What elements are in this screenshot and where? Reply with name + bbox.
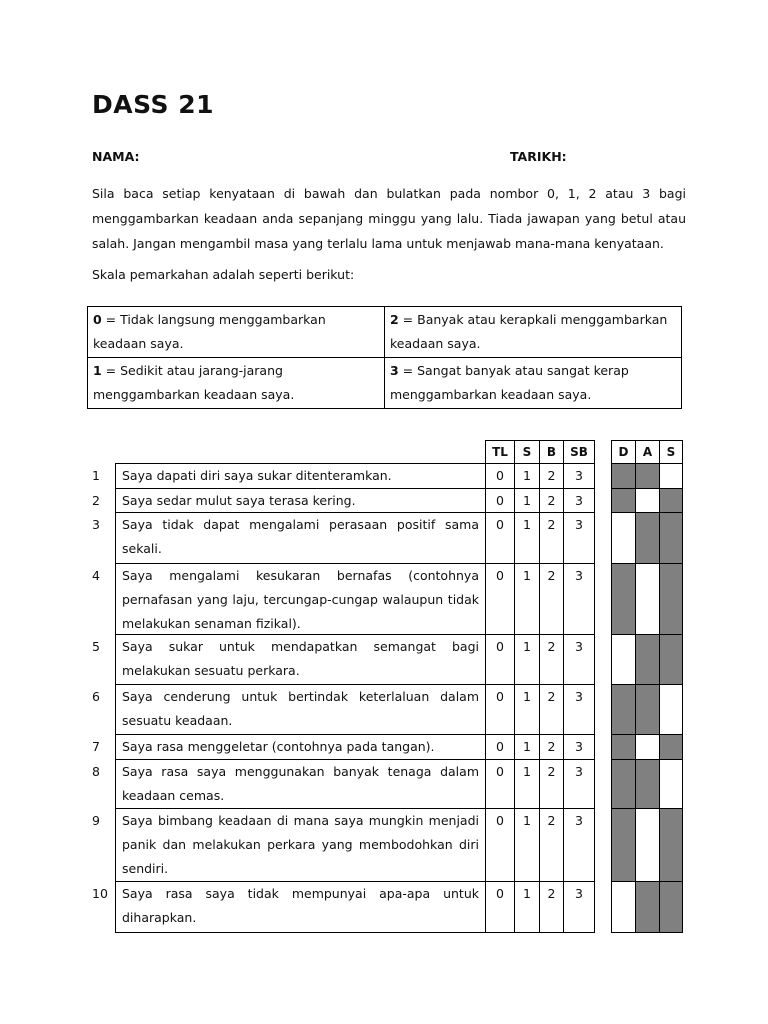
response-header-b: B [539,440,564,464]
response-option-3[interactable]: 3 [563,634,595,685]
item-statement: Saya mengalami kesukaran bernafas (contohnya pernafasan yang laju, tercungap-cungap walaupun tidak melakukan senaman fizikal). [115,563,486,635]
item-number: 5 [92,639,100,654]
response-header-s: S [514,440,540,464]
scale-number: 3 [390,363,399,378]
tarikh-label: TARIKH: [510,149,567,164]
subscale-cell-d-blank [611,512,636,564]
response-option-2[interactable]: 2 [539,808,564,882]
subscale-cell-a-shaded [635,881,660,933]
scale-legend-table [87,306,682,409]
response-option-1[interactable]: 1 [514,563,540,635]
item-number: 2 [92,493,100,508]
response-option-1[interactable]: 1 [514,512,540,564]
response-option-3[interactable]: 3 [563,563,595,635]
subscale-header-d: D [611,440,636,464]
item-number: 10 [92,886,108,901]
response-option-1[interactable]: 1 [514,881,540,933]
subscale-cell-d-blank [611,881,636,933]
response-option-2[interactable]: 2 [539,634,564,685]
item-statement: Saya tidak dapat mengalami perasaan positif sama sekali. [115,512,486,564]
response-option-2[interactable]: 2 [539,734,564,760]
response-option-0[interactable]: 0 [485,563,515,635]
item-statement: Saya sukar untuk mendapatkan semangat bagi melakukan sesuatu perkara. [115,634,486,685]
response-option-3[interactable]: 3 [563,808,595,882]
response-option-3[interactable]: 3 [563,734,595,760]
subscale-cell-d-shaded [611,808,636,882]
item-number: 7 [92,739,100,754]
response-option-0[interactable]: 0 [485,634,515,685]
scale-description: = Tidak langsung menggambarkan keadaan saya. [93,312,326,351]
nama-label: NAMA: [92,149,140,164]
response-option-2[interactable]: 2 [539,684,564,735]
response-option-0[interactable]: 0 [485,759,515,809]
subscale-cell-s-blank [659,463,683,489]
response-option-0[interactable]: 0 [485,881,515,933]
subscale-header-s: S [659,440,683,464]
scale-description: = Sangat banyak atau sangat kerap menggambarkan keadaan saya. [390,363,629,402]
subscale-cell-s-shaded [659,488,683,513]
subscale-cell-a-shaded [635,512,660,564]
item-statement: Saya sedar mulut saya terasa kering. [115,488,486,513]
item-statement: Saya rasa saya tidak mempunyai apa-apa untuk diharapkan. [115,881,486,933]
response-option-0[interactable]: 0 [485,488,515,513]
scale-legend-cell [385,307,682,358]
response-option-3[interactable]: 3 [563,759,595,809]
item-number: 6 [92,689,100,704]
subscale-cell-s-shaded [659,808,683,882]
scale-legend-cell [88,307,385,358]
scale-legend-cell [385,358,682,409]
subscale-header-a: A [635,440,660,464]
response-option-2[interactable]: 2 [539,512,564,564]
response-option-1[interactable]: 1 [514,734,540,760]
response-option-2[interactable]: 2 [539,488,564,513]
subscale-cell-a-blank [635,488,660,513]
response-option-0[interactable]: 0 [485,734,515,760]
item-statement: Saya rasa saya menggunakan banyak tenaga dalam keadaan cemas. [115,759,486,809]
scale-description: = Sedikit atau jarang-jarang menggambarkan keadaan saya. [93,363,295,402]
subscale-cell-a-shaded [635,634,660,685]
scale-description: = Banyak atau kerapkali menggambarkan keadaan saya. [390,312,668,351]
response-option-2[interactable]: 2 [539,759,564,809]
response-option-1[interactable]: 1 [514,808,540,882]
response-option-1[interactable]: 1 [514,634,540,685]
subscale-cell-a-shaded [635,463,660,489]
response-option-2[interactable]: 2 [539,881,564,933]
item-statement: Saya bimbang keadaan di mana saya mungkin menjadi panik dan melakukan perkara yang membodohkan diri sendiri. [115,808,486,882]
subscale-cell-d-shaded [611,759,636,809]
subscale-cell-s-blank [659,684,683,735]
response-option-1[interactable]: 1 [514,488,540,513]
item-statement: Saya cenderung untuk bertindak keterlaluan dalam sesuatu keadaan. [115,684,486,735]
response-option-2[interactable]: 2 [539,463,564,489]
subscale-cell-d-blank [611,634,636,685]
scale-number: 2 [390,312,399,327]
subscale-cell-a-shaded [635,759,660,809]
scale-number: 1 [93,363,102,378]
subscale-cell-d-shaded [611,463,636,489]
response-header-sb: SB [563,440,595,464]
response-option-0[interactable]: 0 [485,463,515,489]
response-option-0[interactable]: 0 [485,808,515,882]
response-option-3[interactable]: 3 [563,463,595,489]
item-statement: Saya rasa menggeletar (contohnya pada tangan). [115,734,486,760]
subscale-cell-s-shaded [659,634,683,685]
subscale-cell-s-shaded [659,881,683,933]
response-option-3[interactable]: 3 [563,512,595,564]
subscale-cell-a-blank [635,563,660,635]
response-option-1[interactable]: 1 [514,463,540,489]
item-statement: Saya dapati diri saya sukar ditenteramkan. [115,463,486,489]
document-title: DASS 21 [92,90,214,119]
subscale-cell-a-shaded [635,684,660,735]
subscale-cell-s-shaded [659,734,683,760]
subscale-cell-a-blank [635,808,660,882]
scale-intro: Skala pemarkahan adalah seperti berikut: [92,267,355,282]
scale-number: 0 [93,312,102,327]
subscale-cell-d-shaded [611,563,636,635]
subscale-cell-d-shaded [611,734,636,760]
item-number: 1 [92,468,100,483]
response-option-0[interactable]: 0 [485,512,515,564]
response-option-0[interactable]: 0 [485,684,515,735]
response-option-3[interactable]: 3 [563,488,595,513]
response-header-tl: TL [485,440,515,464]
subscale-cell-s-shaded [659,512,683,564]
instructions-paragraph: Sila baca setiap kenyataan di bawah dan bulatkan pada nombor 0, 1, 2 atau 3 bagi menggambarkan keadaan anda sepanjang minggu yang lalu. Tiada jawapan yang betul atau salah. Jangan mengambil masa yang terlalu lama untuk menjawab mana-mana kenyataan. [92,186,686,251]
response-option-1[interactable]: 1 [514,759,540,809]
response-option-3[interactable]: 3 [563,684,595,735]
item-number: 4 [92,568,100,583]
item-number: 3 [92,517,100,532]
response-option-3[interactable]: 3 [563,881,595,933]
subscale-cell-a-blank [635,734,660,760]
subscale-cell-s-blank [659,759,683,809]
scale-legend-cell [88,358,385,409]
subscale-cell-s-shaded [659,563,683,635]
response-option-1[interactable]: 1 [514,684,540,735]
response-option-2[interactable]: 2 [539,563,564,635]
item-number: 9 [92,813,100,828]
subscale-cell-d-shaded [611,684,636,735]
item-number: 8 [92,764,100,779]
subscale-cell-d-shaded [611,488,636,513]
